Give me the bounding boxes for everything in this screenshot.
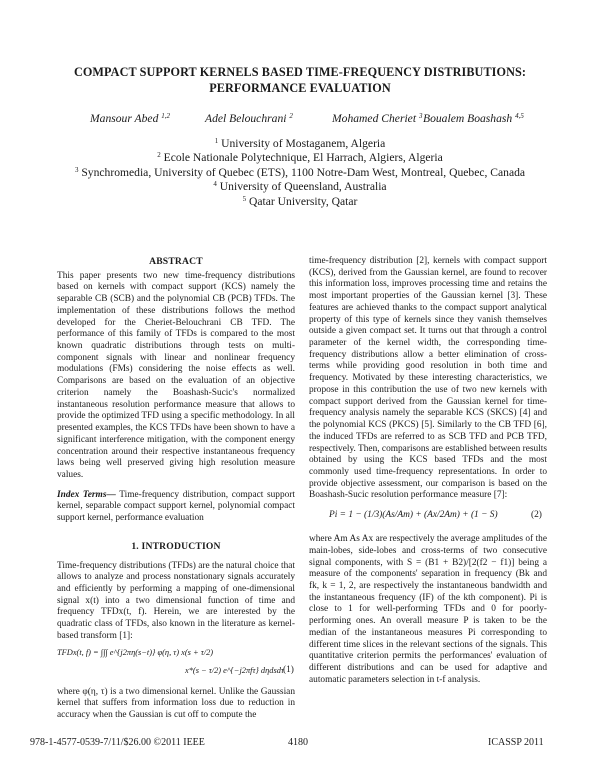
author: Adel Belouchrani $^2$: [205, 112, 293, 125]
intro-heading: 1. INTRODUCTION: [131, 540, 221, 552]
affiliation: $^3$ Synchromedia, University of Quebec (ETS), 1100 Notre-Dam West, Montreal, Quebec, Canada: [74, 165, 526, 179]
affiliation: $^1$ University of Mostaganem, Algeria: [214, 137, 386, 150]
author: Mansour Abed $^{1,2}$: [90, 112, 171, 125]
right-column: [309, 256, 547, 686]
title-line-1: COMPACT SUPPORT KERNELS BASED TIME-FREQUENCY DISTRIBUTIONS:: [73, 65, 527, 79]
footer-page-number: 4180: [288, 737, 308, 748]
footer-copyright: 978-1-4577-0539-7/11/$26.00 ©2011 IEEE: [30, 737, 205, 748]
affiliation: $^4$ University of Queensland, Australia: [213, 180, 387, 194]
intro-paragraph-2: where φ(η, τ) is a two dimensional kernel. Unlike the Gaussian kernel that suffers from information loss due to reduction in accuracy when the Gaussian is cut off to compute the: [57, 686, 295, 720]
affiliation: $^2$ Ecole Nationale Polytechnique, El Harrach, Algiers, Algeria: [157, 151, 443, 165]
index-terms-text: Time-frequency distribution, compact support kernel, separable compact support kernel, polynomial compact support kernel, performance evaluation: [57, 489, 295, 524]
right-paragraph-1: time-frequency distribution [2], kernels with compact support (KCS), derived from the Gaussian kernel, are found to recover this information loss, improves processing time and retains the most important properties of the Gaussian kernel [3]. These features are achieved thanks to the compact support analytical property of this type of kernels since they vanish themselves outside a given compact set. It turns out that through a control parameter of the kernel width, the corresponding time-frequency distributions allow a better elimination of cross-terms while providing good resolution in both time and frequency. Motivated by these interesting characteristics, we propose in this contribution the use of two new kernels with compact support derived from the Gaussian kernel for time-frequency analysis namely the separable KCS (SKCS) [4] and the polynomial KCS (PKCS) [5]. Similarly to the CB TFD [6], the induced TFDs are referred to as SCB TFD and PCB TFD, respectively. Then, comparisons are established between results obtained by using the KCS based TFDs and the most commonly used time-frequency representations. In order to provide objective assessment, our comparison is based on the Boashash-Sucic resolution performance measure [7]:: [309, 256, 547, 501]
body-area: [0, 256, 600, 726]
index-terms-label: Index Terms—: [57, 489, 116, 500]
equation-1: [57, 643, 295, 685]
equation-2: [309, 502, 547, 530]
equation-1-line-1: TFDx(t, f) = ∫∫∫ e^{j2πη(s−t)} φ(η, τ) x(s + τ/2): [57, 647, 214, 657]
paper-title: [60, 64, 540, 96]
author: Mohamed Cheriet $^3$: [332, 112, 423, 125]
left-column: [57, 256, 295, 722]
footer-conference: ICASSP 2011: [488, 737, 544, 748]
title-line-2: PERFORMANCE EVALUATION: [209, 81, 391, 95]
index-terms: [57, 490, 295, 525]
abstract-text: This paper presents two new time-frequency distributions based on kernels with compact support (KCS) namely the separable CB (SCB) and the polynomial CB (PCB) TFDs. The implementation of these distributions follows the method developed for the Cheriet-Belouchrani CB TFD. The performance of this family of TFDs is compared to the most known quadratic distributions through tests on multi-component signals with linear and nonlinear frequency modulations (FMs) considering the noise effects as well. Comparisons are based on the evaluation of an objective criterion namely the Boashash-Sucic's normalized instantaneous resolution performance measure that allows to provide the optimized TFD using a specific methodology. In all presented examples, the KCS TFDs have been shown to have a significant interference mitigation, with the component energy concentration around their respective instantaneous frequency laws being well preserved giving high resolution measure values.: [57, 270, 295, 480]
equation-2-number: (2): [531, 510, 542, 521]
equation-1-number: (1): [283, 664, 294, 675]
equation-2-body: Pi = 1 − (1/3)(As/Am) + (Ax/2Am) + (1 − S): [329, 510, 498, 521]
intro-paragraph-1: Time-frequency distributions (TFDs) are the natural choice that allows to analyze and process nonstationary signals accurately and efficiently by performing a mapping of one-dimensional signal x(t) into a two dimensional function of time and frequency TFDx(t, f). Herein, we are interested by the quadratic class of TFDs, also known in the literature as kernel-based transform [1]:: [57, 560, 295, 641]
right-paragraph-2: where Am As Ax are respectively the average amplitudes of the main-lobes, side-lobes and cross-terms of two consecutive signal components, with S = (B1 + B2)/[2(f2 − f1)] being a measure of the components' separation in frequency (Bk and fk, k = 1, 2, are respectively the instantaneous bandwidth and the instantaneous frequency (IF) of the kth component). Pi is close to 1 for well-performing TFDs and 0 for poorly-performing ones. An overall measure P is taken to be the median of the instantaneous measures Pi corresponding to different time slices in the relevant sections of the signals. This quantitative criterion permits the performances' evaluation of different distributions and can be used for adaptive and automatic parameters selection in t-f analysis.: [309, 534, 547, 685]
abstract-heading: ABSTRACT: [149, 256, 203, 267]
equation-1-line-2: x*(s − τ/2) e^{−j2πfτ} dηdsdτ: [185, 665, 284, 675]
affiliation-list: [60, 137, 540, 209]
affiliation: $^5$ Qatar University, Qatar: [242, 194, 358, 208]
author: Boualem Boashash $^{4,5}$: [423, 112, 524, 125]
